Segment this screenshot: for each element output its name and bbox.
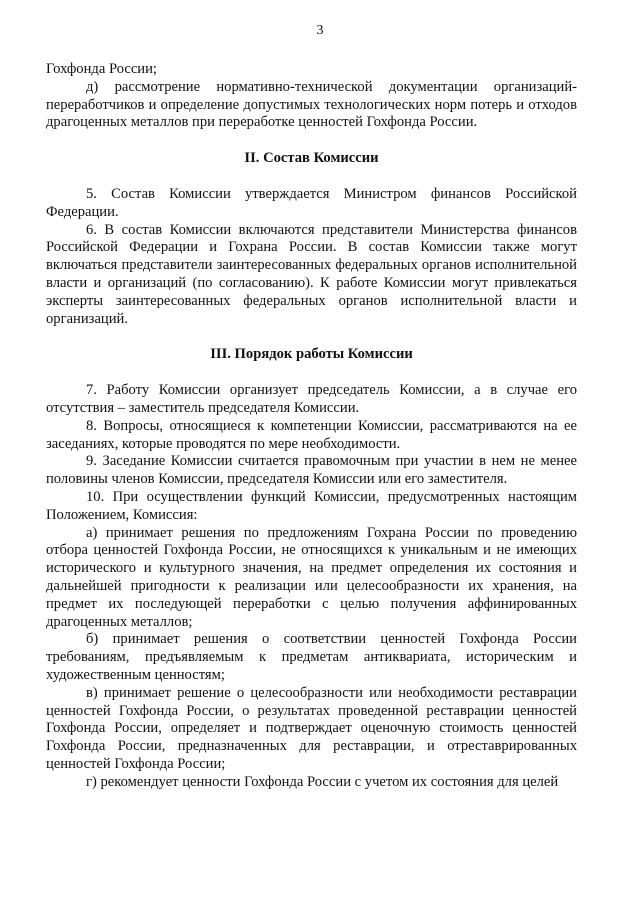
paragraph-10-v: в) принимает решение о целесообразности или необходимости реставрации ценностей Гохфонда России, о результатах проведенной реставрации ценностей Гохфонда России, определяет и подтверждает оценочную стоимость ценностей Гохфонда России, предназначенных для реставрации, и отреставрированных ценностей Гохфонда России; xyxy=(46,684,577,772)
page-number: 3 xyxy=(316,23,324,38)
section-heading-procedure: III. Порядок работы Комиссии xyxy=(210,346,413,363)
paragraph-9: 9. Заседание Комиссии считается правомочным при участии в нем не менее половины членов Комиссии, председателя Комиссии или его заместителя. xyxy=(46,453,577,488)
paragraph-10-b: б) принимает решения о соответствии ценностей Гохфонда России требованиям, предъявляемым к предметам антиквариата, историческим и художественным ценностям; xyxy=(46,631,577,683)
paragraph-item-d: д) рассмотрение нормативно-технической документации организаций-переработчиков и определение допустимых технологических норм потерь и отходов драгоценных металлов при переработке ценностей Гохфонда России. xyxy=(46,78,577,131)
paragraph-continuation: Гохфонда России; xyxy=(46,61,157,77)
section-heading-composition: II. Состав Комиссии xyxy=(244,150,379,167)
paragraph-7: 7. Работу Комиссии организует председатель Комиссии, а в случае его отсутствия – заместитель председателя Комиссии. xyxy=(46,382,577,416)
paragraph-10-g: г) рекомендует ценности Гохфонда России с учетом их состояния для целей xyxy=(86,773,559,790)
document-body xyxy=(46,61,577,791)
paragraph-10-a: а) принимает решения по предложениям Гохрана России по проведению отбора ценностей Гохфонда России, не относящихся к уникальным и не имеющих исторического и культурного значения, на предмет определения их состояния и дальнейшей пригодности к реализации или целесообразности их хранения, на предмет их последующей переработки с целью получения аффинированных драгоценных металлов; xyxy=(46,524,577,630)
paragraph-5: 5. Состав Комиссии утверждается Министром финансов Российской Федерации. xyxy=(46,185,577,220)
paragraph-10: 10. При осуществлении функций Комиссии, предусмотренных настоящим Положением, Комиссия: xyxy=(46,488,577,523)
paragraph-8: 8. Вопросы, относящиеся к компетенции Комиссии, рассматриваются на ее заседаниях, которые проводятся по мере необходимости. xyxy=(46,417,577,452)
paragraph-6: 6. В состав Комиссии включаются представители Министерства финансов Российской Федерации и Гохрана России. В состав Комиссии также могут включаться представители заинтересованных федеральных органов исполнительной власти и организаций (по согласованию). К работе Комиссии могут привлекаться эксперты заинтересованных федеральных органов исполнительной власти и организаций. xyxy=(46,221,577,327)
